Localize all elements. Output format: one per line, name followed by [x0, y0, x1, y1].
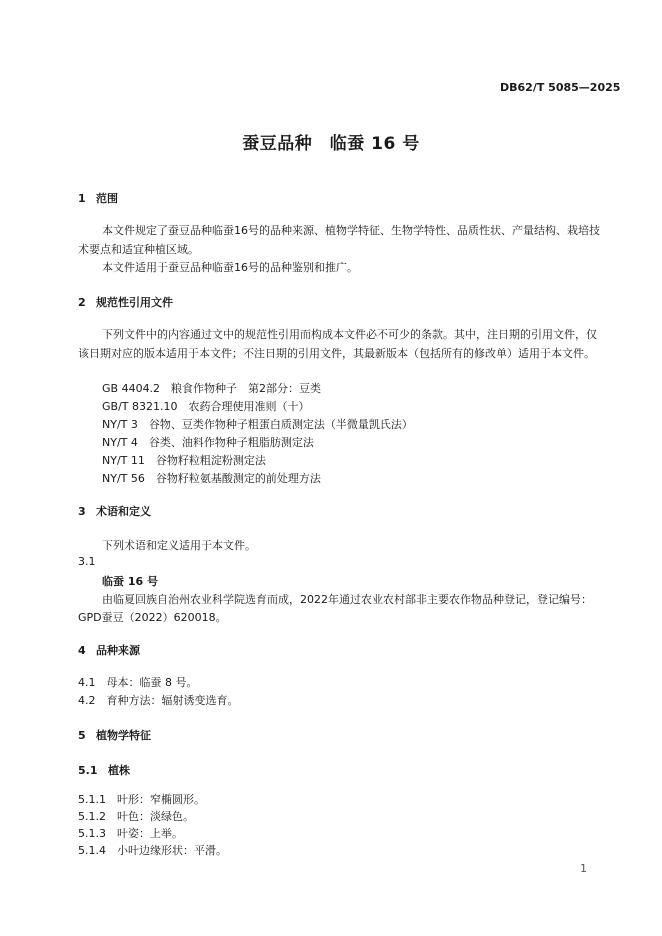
subsection-number: 5.1 [78, 764, 98, 777]
term-name: 临蚕 16 号 [102, 575, 158, 588]
section-number: 5 [78, 729, 86, 742]
section-1-heading [78, 190, 118, 206]
subsection-title: 植株 [108, 764, 130, 777]
clause-item: 4.2 育种方法：辐射诱变选育。 [78, 694, 239, 707]
standard-number: DB62/T 5085—2025 [500, 81, 621, 94]
section-1-paragraph-2: 本文件适用于蚕豆品种临蚕16号的品种鉴别和推广。 [102, 261, 358, 274]
section-2-heading [78, 294, 173, 310]
clause-item: 4.1 母本：临蚕 8 号。 [78, 676, 198, 689]
reference-item: NY/T 11 谷物籽粒粗淀粉测定法 [102, 454, 266, 467]
clause-item: 5.1.3 叶姿：上举。 [78, 827, 183, 840]
section-title: 规范性引用文件 [96, 296, 173, 309]
section-title: 范围 [96, 192, 118, 205]
reference-item: GB/T 8321.10 农药合理使用准则（十） [102, 400, 310, 413]
section-number: 3 [78, 505, 86, 518]
section-title: 植物学特征 [96, 729, 151, 742]
section-3-paragraph-1: 下列术语和定义适用于本文件。 [102, 539, 256, 552]
section-1-paragraph-1: 本文件规定了蚕豆品种临蚕16号的品种来源、植物学特征、生物学特性、品质性状、产量结构、栽培技术要点和适宜种植区域。 [78, 224, 600, 256]
term-number: 3.1 [78, 555, 96, 568]
section-number: 1 [78, 192, 86, 205]
clause-item: 5.1.2 叶色：淡绿色。 [78, 810, 194, 823]
section-5-heading [78, 727, 151, 743]
reference-item: NY/T 3 谷物、豆类作物种子粗蛋白质测定法（半微量凯氏法） [102, 418, 413, 431]
reference-item: GB 4404.2 粮食作物种子 第2部分：豆类 [102, 382, 322, 395]
section-2-paragraph-1: 下列文件中的内容通过文中的规范性引用而构成本文件必不可少的条款。其中，注日期的引用文件，仅该日期对应的版本适用于本文件；不注日期的引用文件，其最新版本（包括所有的修改单）适用于本文件。 [78, 328, 597, 360]
clause-item: 5.1.4 小叶边缘形状：平滑。 [78, 844, 227, 857]
section-number: 4 [78, 644, 86, 657]
document-title: 蚕豆品种 临蚕 16 号 [242, 134, 420, 154]
subsection-5-1-heading [78, 762, 130, 778]
term-definition-line-2: GPD蚕豆（2022）620018。 [78, 611, 227, 624]
term-definition-line-1: 由临夏回族自治州农业科学院选育而成，2022年通过农业农村部非主要农作物品种登记，登记编号： [102, 593, 592, 606]
section-4-heading [78, 642, 140, 658]
section-title: 品种来源 [96, 644, 140, 657]
section-3-heading [78, 503, 151, 519]
reference-item: NY/T 56 谷物籽粒氨基酸测定的前处理方法 [102, 472, 321, 485]
section-number: 2 [78, 296, 86, 309]
reference-item: NY/T 4 谷类、油料作物种子粗脂肪测定法 [102, 436, 314, 449]
section-title: 术语和定义 [96, 505, 151, 518]
page-number: 1 [580, 862, 587, 875]
clause-item: 5.1.1 叶形：窄椭圆形。 [78, 793, 205, 806]
